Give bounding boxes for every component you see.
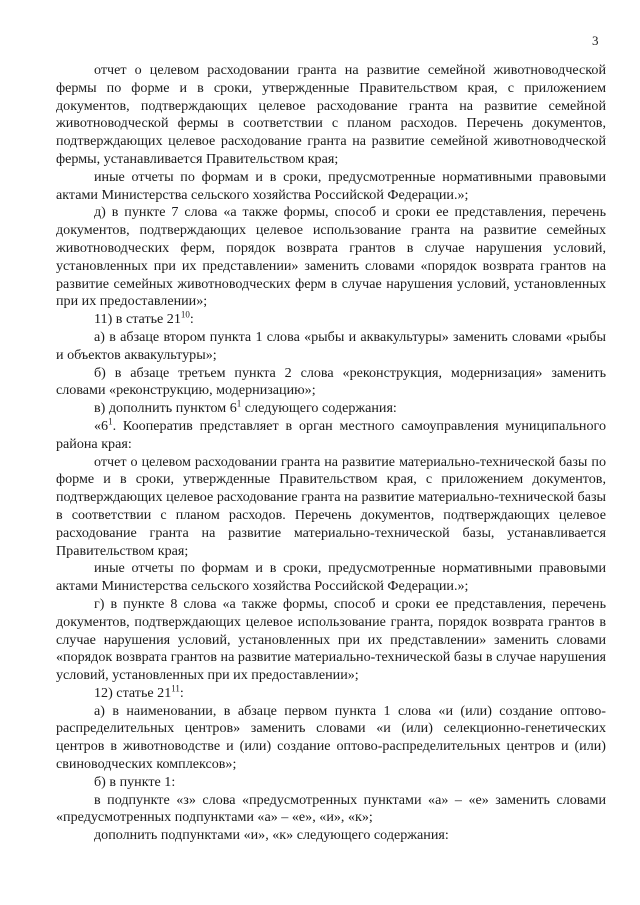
paragraph-text: «6	[94, 417, 109, 434]
paragraph: дополнить подпунктами «и», «к» следующего содержания:	[94, 827, 449, 844]
paragraph: отчет о целевом расходовании гранта на развитие материально-технической базы по форме и в сроки, утвержденные Правительством края, с приложением документов, подтверждающих целевое расходование гранта на развитие материально-технической базы в соответствии с планом расходов. Перечень документов, подтверждающих целевое расходование гранта на развитие материально-технической базы, устанавливается Правительством края;	[56, 453, 606, 559]
paragraph: б) в абзаце третьем пункта 2 слова «реконструкция, модернизация» заменить словами «реконструкцию, модернизацию»;	[56, 364, 606, 399]
paragraph	[56, 400, 606, 418]
superscript: 1	[108, 416, 113, 427]
superscript: 11	[171, 683, 180, 694]
paragraph-text: 12) статье 21	[94, 684, 172, 701]
paragraph-text: в) дополнить пунктом 6	[94, 400, 237, 417]
paragraph-text: 11) в статье 21	[94, 311, 181, 328]
document-body	[56, 62, 606, 845]
paragraph: д) в пункте 7 слова «а также формы, способ и сроки ее представления, перечень документов, подтверждающих целевое использование гранта на развитие семейных животноводческих ферм, порядок возврата грантов в случае нарушения условий, установленных при их представлении» заменить словами «порядок возврата грантов на развитие семейных животноводческих ферм в случае нарушения условий, установленных при их предоставлении»;	[56, 204, 606, 310]
superscript: 1	[236, 398, 242, 409]
paragraph	[56, 311, 606, 329]
paragraph: а) в абзаце втором пункта 1 слова «рыбы и аквакультуры» заменить словами «рыбы и объектов аквакультуры»;	[56, 328, 606, 363]
paragraph-text-tail: :	[179, 684, 184, 701]
paragraph	[56, 418, 606, 454]
paragraph-text-tail: следующего содержания:	[241, 400, 397, 417]
paragraph: б) в пункте 1:	[94, 773, 176, 790]
paragraph-text-tail: :	[189, 311, 194, 328]
paragraph: иные отчеты по формам и в сроки, предусмотренные нормативными правовыми актами Министерства сельского хозяйства Российской Федерации.»;	[56, 168, 606, 203]
paragraph: г) в пункте 8 слова «а также формы, способ и сроки ее представления, перечень документов, подтверждающих целевое использование гранта, порядок возврата грантов в случае нарушения условий, установленных при их представлении» заменить словами «порядок возврата грантов на развитие материально-технической базы в случае нарушения условий, установленных при их предоставлении»;	[56, 595, 606, 684]
paragraph	[56, 685, 606, 703]
superscript: 10	[180, 309, 190, 320]
paragraph: а) в наименовании, в абзаце первом пункта 1 слова «и (или) создание оптово-распределительных центров» заменить словами «и (или) селекционно-генетических центров в животноводстве и (или) создание оптово-распределительных центров и (или) свиноводческих комплексов»;	[56, 702, 606, 773]
paragraph: иные отчеты по формам и в сроки, предусмотренные нормативными правовыми актами Министерства сельского хозяйства Российской Федерации.»;	[56, 560, 606, 595]
paragraph: в подпункте «з» слова «предусмотренных пунктами «а» – «е» заменить словами «предусмотренных подпунктами «а» – «е», «и», «к»;	[56, 791, 606, 826]
page-number: 3	[592, 33, 599, 48]
paragraph: отчет о целевом расходовании гранта на развитие семейной животноводческой фермы по форме и в сроки, утвержденные Правительством края, с приложением документов, подтверждающих целевое расходование гранта на развитие семейной животноводческой фермы в соответствии с планом расходов. Перечень документов, подтверждающих целевое расходование гранта на развитие семейной животноводческой фермы, устанавливается Правительством края;	[56, 62, 606, 167]
paragraph-text-tail: . Кооператив представляет в орган местного самоуправления муниципального района края:	[56, 417, 606, 452]
